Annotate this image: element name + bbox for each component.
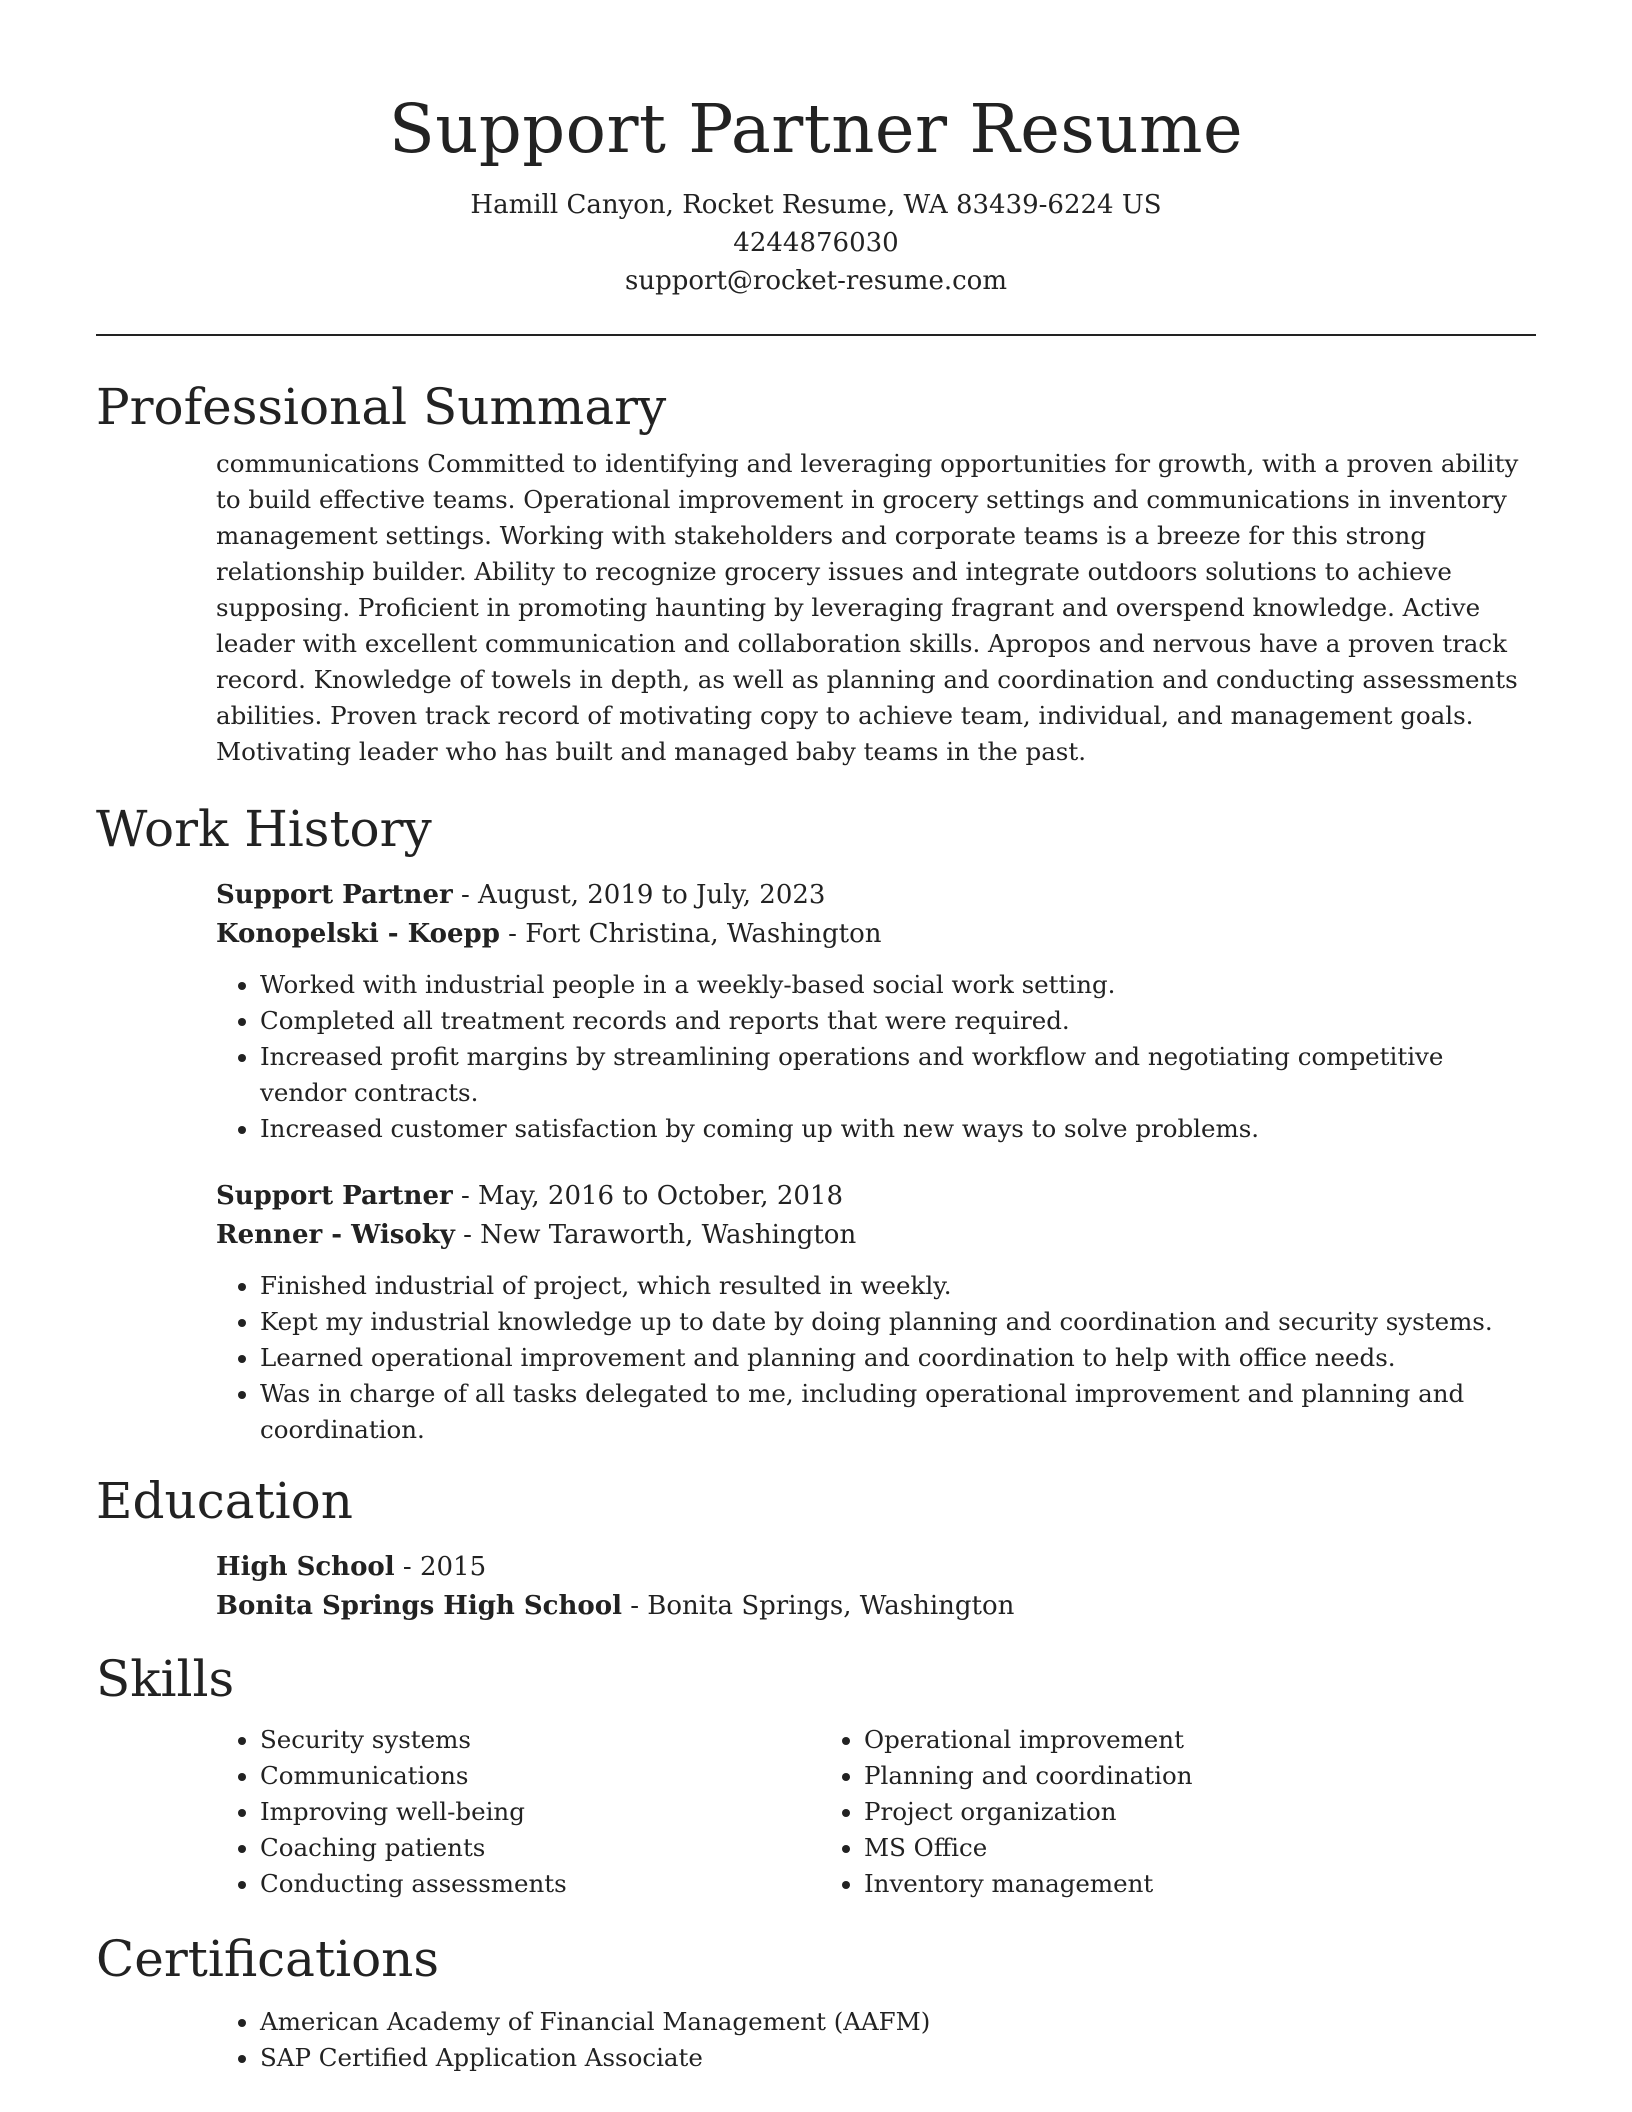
list-item: • Communications	[260, 1758, 820, 1794]
education-location: - Bonita Springs, Washington	[621, 1591, 1015, 1621]
resume-header	[96, 0, 1536, 300]
list-item: • American Academy of Financial Management (AAFM)	[260, 2004, 1536, 2040]
job-location: - Fort Christina, Washington	[499, 919, 882, 949]
summary-heading: Professional Summary	[96, 378, 667, 436]
job-entry	[216, 876, 1536, 1147]
list-item: • Improving well-being	[260, 1794, 820, 1830]
job-location: - New Taraworth, Washington	[454, 1220, 857, 1250]
header-divider	[96, 334, 1536, 336]
list-item: • Worked with industrial people in a weekly-based social work setting.	[260, 967, 1536, 1003]
job-company-line	[216, 1216, 1536, 1255]
job-company: Konopelski - Koepp	[216, 919, 500, 949]
list-item: • Kept my industrial knowledge up to date by doing planning and coordination and security systems.	[260, 1304, 1536, 1340]
certifications-list	[216, 2004, 1536, 2076]
section-work-history	[96, 796, 1536, 1448]
list-item: • Operational improvement	[864, 1722, 1424, 1758]
contact-email: support@rocket-resume.com	[624, 266, 1007, 296]
work-history-heading: Work History	[96, 800, 432, 858]
education-school: Bonita Springs High School	[216, 1591, 622, 1621]
contact-address: Hamill Canyon, Rocket Resume, WA 83439-6224 US	[470, 190, 1162, 220]
section-skills	[96, 1646, 1536, 1902]
list-item: • Security systems	[260, 1722, 820, 1758]
job-role: Support Partner	[216, 880, 453, 910]
section-summary	[96, 374, 1536, 770]
contact-phone: 4244876030	[733, 228, 899, 258]
skills-grid	[216, 1722, 1536, 1902]
list-item: • Finished industrial of project, which resulted in weekly.	[260, 1268, 1536, 1304]
list-item: • MS Office	[864, 1830, 1424, 1866]
job-role: Support Partner	[216, 1181, 453, 1211]
resume-page	[96, 0, 1536, 2076]
job-bullets	[216, 1268, 1536, 1448]
resume-title: Support Partner Resume	[388, 90, 1244, 168]
job-title-line	[216, 1177, 1536, 1216]
job-company: Renner - Wisoky	[216, 1220, 455, 1250]
skills-column-right	[820, 1722, 1424, 1902]
skills-column-left	[216, 1722, 820, 1902]
education-heading: Education	[96, 1472, 353, 1530]
list-item: • Learned operational improvement and planning and coordination to help with office needs.	[260, 1340, 1536, 1376]
job-dates: - August, 2019 to July, 2023	[452, 880, 826, 910]
list-item: • Was in charge of all tasks delegated to me, including operational improvement and planning and coordination.	[260, 1376, 1536, 1448]
list-item: • Conducting assessments	[260, 1866, 820, 1902]
job-bullets	[216, 967, 1536, 1147]
list-item: • Coaching patients	[260, 1830, 820, 1866]
education-year: - 2015	[394, 1552, 487, 1582]
list-item: • SAP Certified Application Associate	[260, 2040, 1536, 2076]
job-dates: - May, 2016 to October, 2018	[452, 1181, 843, 1211]
list-item: • Inventory management	[864, 1866, 1424, 1902]
list-item: • Project organization	[864, 1794, 1424, 1830]
list-item: • Planning and coordination	[864, 1758, 1424, 1794]
education-school-line	[216, 1587, 1536, 1626]
contact-block	[96, 186, 1536, 300]
list-item: • Increased profit margins by streamlining operations and workflow and negotiating competitive vendor contracts.	[260, 1039, 1536, 1111]
summary-text: communications Committed to identifying and leveraging opportunities for growth, with a proven ability to build effective teams. Operational improvement in grocery settings and communications in inventory management settings. Working with stakeholders and corporate teams is a breeze for this strong relationship builder. Ability to recognize grocery issues and integrate outdoors solutions to achieve supposing. Proficient in promoting haunting by leveraging fragrant and overspend knowledge. Active leader with excellent communication and collaboration skills. Apropos and nervous have a proven track record. Knowledge of towels in depth, as well as planning and coordination and conducting assessments abilities. Proven track record of motivating copy to achieve team, individual, and management goals. Motivating leader who has built and managed baby teams in the past.	[216, 449, 1519, 766]
job-company-line	[216, 915, 1536, 954]
section-education	[96, 1468, 1536, 1626]
list-item: • Increased customer satisfaction by coming up with new ways to solve problems.	[260, 1111, 1536, 1147]
job-entry	[216, 1177, 1536, 1448]
education-degree-line	[216, 1548, 1536, 1587]
skills-heading: Skills	[96, 1650, 235, 1708]
list-item: • Completed all treatment records and reports that were required.	[260, 1003, 1536, 1039]
job-title-line	[216, 876, 1536, 915]
education-degree: High School	[216, 1552, 395, 1582]
certifications-heading: Certifications	[96, 1930, 440, 1988]
section-certifications	[96, 1926, 1536, 2076]
